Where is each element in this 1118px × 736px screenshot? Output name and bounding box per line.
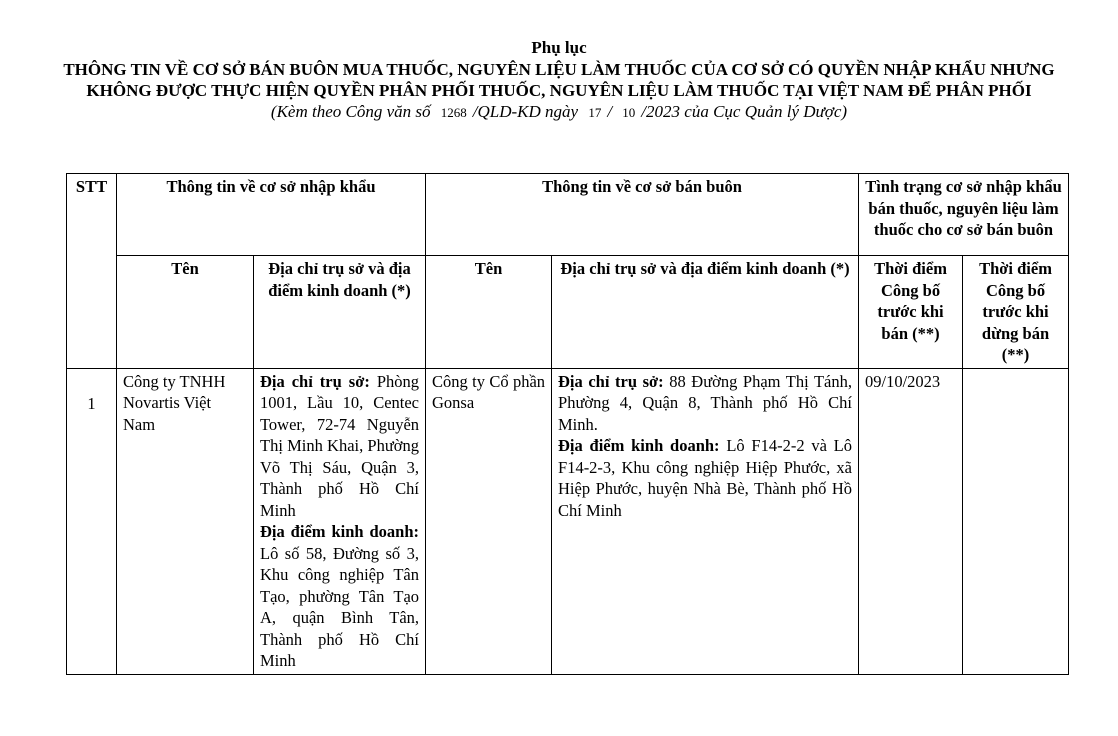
importer-biz-label: Địa điểm kinh doanh: (260, 522, 420, 541)
header-time-before-sale: Thời điểm Công bố trước khi bán (**) (859, 256, 963, 369)
wholesaler-biz: Lô F14-2-2 và Lô F14-2-3, Khu công nghiệp Hiệp Phước, xã Hiệp Phước, huyện Nhà Bè, Thành phố Hồ Chí Minh (558, 436, 853, 520)
header-status: Tình trạng cơ sở nhập khẩu bán thuốc, nguyên liệu làm thuốc cho cơ sở bán buôn (859, 174, 1069, 256)
header-importer-address: Địa chỉ trụ sở và địa điểm kinh doanh (*) (254, 256, 426, 369)
subtitle-mid: /QLD-KD ngày (472, 102, 579, 121)
header-row-1 (67, 174, 1069, 256)
document-number: 1268 (440, 105, 467, 120)
document-day: 17 (588, 105, 602, 120)
table-row (67, 368, 1069, 674)
row-wholesaler-address (552, 368, 859, 674)
document-title: THÔNG TIN VỀ CƠ SỞ BÁN BUÔN MUA THUỐC, NGUYÊN LIỆU LÀM THUỐC CỦA CƠ SỞ CÓ QUYỀN NHẬP KHẨU NHƯNG KHÔNG ĐƯỢC THỰC HIỆN QUYỀN PHÂN PHỐI THUỐC, NGUYÊN LIỆU LÀM THUỐC TẠI VIỆT NAM ĐỂ PHÂN PHỐI (63, 60, 1055, 100)
subtitle-prefix: (Kèm theo Công văn số (270, 102, 431, 121)
appendix-label: Phụ lục (531, 38, 587, 57)
header-wholesaler-name: Tên (426, 256, 552, 369)
document-header (0, 37, 1118, 124)
header-importer-name: Tên (117, 256, 254, 369)
row-time-before-stop (963, 368, 1069, 674)
header-time-before-stop: Thời điểm Công bố trước khi dừng bán (**) (963, 256, 1069, 369)
appendix-table (66, 173, 1069, 675)
row-time-before-sale: 09/10/2023 (859, 368, 963, 674)
document-subtitle (0, 101, 1118, 124)
header-wholesaler-address: Địa chỉ trụ sở và địa điểm kinh doanh (*) (552, 256, 859, 369)
date-separator: / (607, 102, 613, 121)
wholesaler-hq: 88 Đường Phạm Thị Tánh, Phường 4, Quận 8, Thành phố Hồ Chí Minh. (558, 371, 853, 434)
wholesaler-biz-label: Địa điểm kinh doanh: (558, 436, 720, 455)
document-month: 10 (622, 105, 636, 120)
importer-hq-label: Địa chỉ trụ sở: (260, 371, 370, 391)
subtitle-suffix: /2023 của Cục Quản lý Dược) (641, 102, 848, 121)
header-stt: STT (67, 174, 117, 369)
row-wholesaler-name: Công ty Cổ phần Gonsa (426, 368, 552, 674)
header-row-2 (67, 256, 1069, 369)
row-importer-address (254, 368, 426, 674)
row-importer-name: Công ty TNHH Novartis Việt Nam (117, 368, 254, 674)
row-stt: 1 (67, 368, 117, 674)
wholesaler-hq-label: Địa chỉ trụ sở: (558, 371, 664, 391)
header-wholesaler: Thông tin về cơ sở bán buôn (426, 174, 859, 256)
importer-biz: Lô số 58, Đường số 3, Khu công nghiệp Tân Tạo, phường Tân Tạo A, quận Bình Tân, Thành phố Hồ Chí Minh (260, 543, 420, 670)
header-importer: Thông tin về cơ sở nhập khẩu (117, 174, 426, 256)
importer-hq: Phòng 1001, Lầu 10, Centec Tower, 72-74 Nguyễn Thị Minh Khai, Phường Võ Thị Sáu, Quận 3, Thành phố Hồ Chí Minh (260, 371, 420, 520)
